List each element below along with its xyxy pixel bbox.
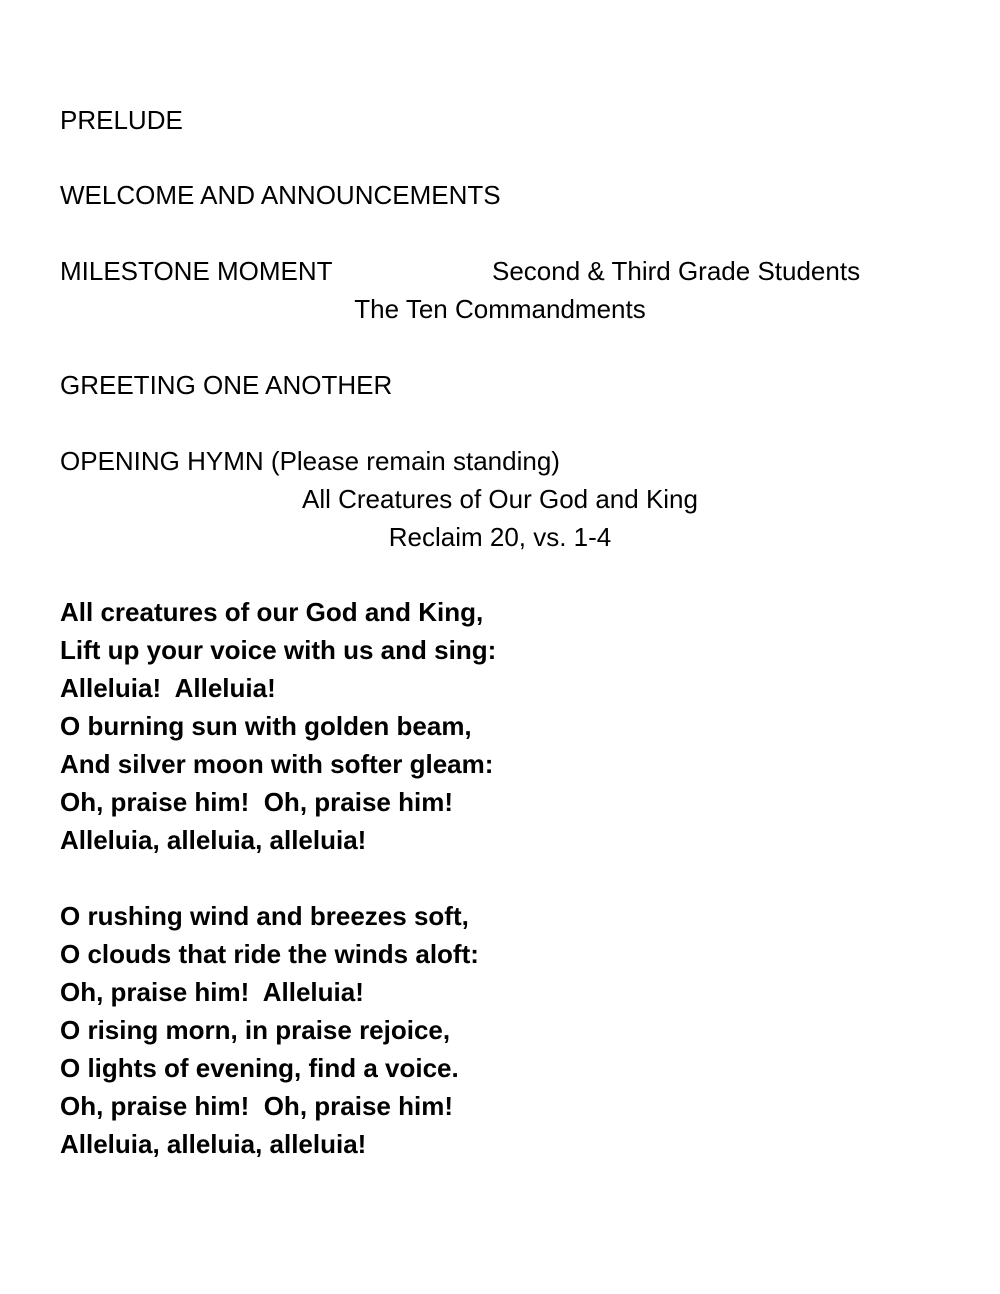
milestone-subject: The Ten Commandments [354,294,646,324]
verse2-line: Oh, praise him! Alleluia! [60,977,364,1007]
verse1-line: Lift up your voice with us and sing: [60,635,497,665]
verse2-line: O rushing wind and breezes soft, [60,901,469,931]
verse2-line: O clouds that ride the winds aloft: [60,939,479,969]
greeting-heading: GREETING ONE ANOTHER [60,370,393,400]
verse1-line: Oh, praise him! Oh, praise him! [60,787,453,817]
welcome-heading: WELCOME AND ANNOUNCEMENTS [60,180,501,210]
verse2-line: O lights of evening, find a voice. [60,1053,459,1083]
verse1-line: All creatures of our God and King, [60,597,484,627]
verse2-line: Alleluia, alleluia, alleluia! [60,1129,367,1159]
verse2-line: O rising morn, in praise rejoice, [60,1015,451,1045]
milestone-participants: Second & Third Grade Students [492,256,861,286]
prelude-heading: PRELUDE [60,105,183,135]
milestone-heading: MILESTONE MOMENT [60,256,333,286]
opening-hymn-heading: OPENING HYMN (Please remain standing) [60,446,560,476]
verse1-line: Alleluia, alleluia, alleluia! [60,825,367,855]
verse1-line: And silver moon with softer gleam: [60,749,494,779]
verse2-line: Oh, praise him! Oh, praise him! [60,1091,453,1121]
verse1-line: O burning sun with golden beam, [60,711,472,741]
verse1-line: Alleluia! Alleluia! [60,673,276,703]
hymn-reference: Reclaim 20, vs. 1-4 [388,522,612,552]
hymn-title: All Creatures of Our God and King [302,484,698,514]
